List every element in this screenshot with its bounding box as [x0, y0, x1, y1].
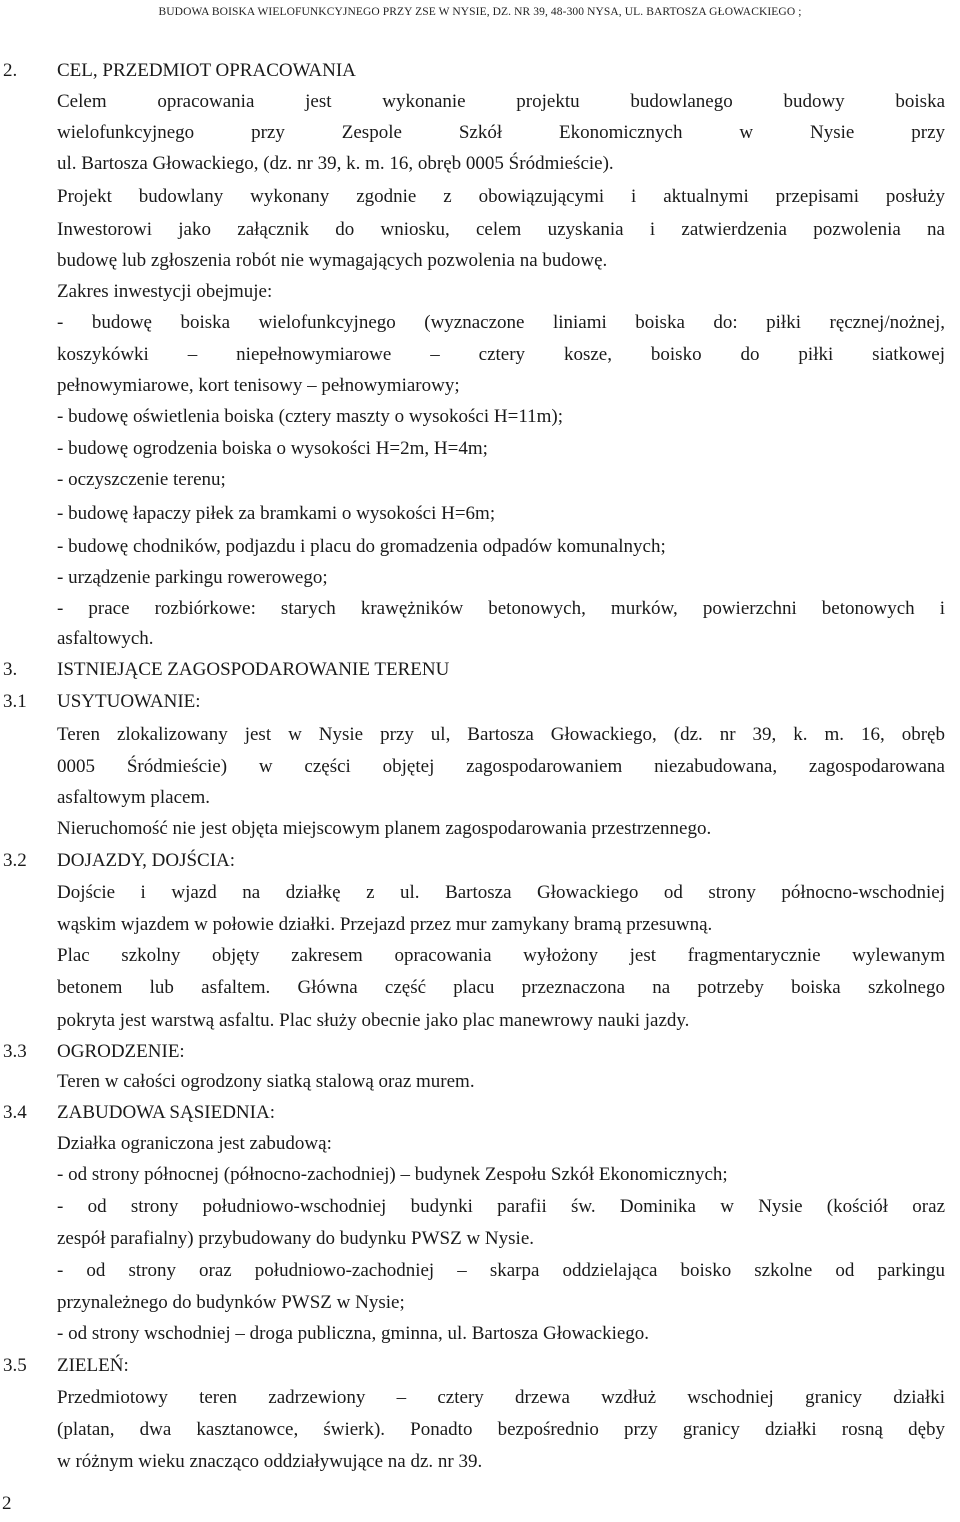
section-title: OGRODZENIE:	[57, 1041, 185, 1062]
section-number: 3.3	[3, 1041, 27, 1062]
list-item: - od strony wschodniej – droga publiczna, gminna, ul. Bartosza Głowackiego.	[57, 1323, 650, 1344]
text-line: Przedmiotowy teren zadrzewiony – cztery drzewa wzdłuż wschodniej granicy działki	[57, 1387, 945, 1408]
section-title: CEL, PRZEDMIOT OPRACOWANIA	[57, 60, 356, 81]
section-number: 3.	[3, 659, 18, 680]
page-number: 2	[2, 1493, 12, 1514]
list-item: - budowę oświetlenia boiska (cztery maszty o wysokości H=11m);	[57, 406, 564, 427]
list-item: - budowę boiska wielofunkcyjnego (wyznaczone liniami boiska do: piłki ręcznej/nożnej,	[57, 312, 945, 333]
text-line: pełnowymiarowe, kort tenisowy – pełnowymiarowy;	[57, 375, 460, 396]
list-item: - urządzenie parkingu rowerowego;	[57, 567, 328, 588]
list-item: - budowę łapaczy piłek za bramkami o wysokości H=6m;	[57, 503, 496, 524]
list-item: - budowę ogrodzenia boiska o wysokości H=2m, H=4m;	[57, 438, 488, 459]
text-line: zespół parafialny) przybudowany do budynku PWSZ w Nysie.	[57, 1228, 535, 1249]
text-line: Celem opracowania jest wykonanie projektu budowlanego budowy boiska	[57, 91, 945, 112]
section-title: ZABUDOWA SĄSIEDNIA:	[57, 1102, 275, 1123]
section-title: ISTNIEJĄCE ZAGOSPODAROWANIE TERENU	[57, 659, 450, 680]
text-line: Zakres inwestycji obejmuje:	[57, 281, 273, 302]
text-line: wielofunkcyjnego przy Zespole Szkół Ekonomicznych w Nysie przy	[57, 122, 945, 143]
text-line: Teren zlokalizowany jest w Nysie przy ul, Bartosza Głowackiego, (dz. nr 39, k. m. 16, obręb	[57, 724, 945, 745]
text-line: Działka ograniczona jest zabudową:	[57, 1133, 332, 1154]
text-line: (platan, dwa kasztanowce, świerk). Ponadto bezpośrednio przy granicy działki rosną dęby	[57, 1419, 945, 1440]
text-line: koszykówki – niepełnowymiarowe – cztery kosze, boisko do piłki siatkowej	[57, 344, 945, 365]
text-line: Inwestorowi jako załącznik do wniosku, celem uzyskania i zatwierdzenia pozwolenia na	[57, 219, 945, 240]
text-line: ul. Bartosza Głowackiego, (dz. nr 39, k. m. 16, obręb 0005 Śródmieście).	[57, 153, 614, 174]
text-line: asfaltowych.	[57, 628, 154, 649]
section-number: 3.4	[3, 1102, 27, 1123]
text-line: asfaltowym placem.	[57, 787, 211, 808]
text-line: Teren w całości ogrodzony siatką stalową oraz murem.	[57, 1071, 475, 1092]
text-line: Projekt budowlany wykonany zgodnie z obowiązującymi i aktualnymi przepisami posłuży	[57, 186, 945, 207]
section-title: USYTUOWANIE:	[57, 691, 201, 712]
text-line: 0005 Śródmieście) w części objętej zagospodarowaniem niezabudowana, zagospodarowana	[57, 756, 945, 777]
list-item: - prace rozbiórkowe: starych krawężników betonowych, murków, powierzchni betonowych i	[57, 598, 945, 619]
text-line: Plac szkolny objęty zakresem opracowania wyłożony jest fragmentarycznie wylewanym	[57, 945, 945, 966]
section-number: 3.2	[3, 850, 27, 871]
list-item: - od strony oraz południowo-zachodniej – skarpa oddzielająca boisko szkolne od parkingu	[57, 1260, 945, 1281]
section-title: ZIELEŃ:	[57, 1355, 129, 1376]
text-line: betonem lub asfaltem. Główna część placu przeznaczona na potrzeby boiska szkolnego	[57, 977, 945, 998]
text-line: Nieruchomość nie jest objęta miejscowym planem zagospodarowania przestrzennego.	[57, 818, 712, 839]
list-item: - od strony północnej (północno-zachodniej) – budynek Zespołu Szkół Ekonomicznych;	[57, 1164, 728, 1185]
text-line: budowę lub zgłoszenia robót nie wymagających pozwolenia na budowę.	[57, 250, 608, 271]
list-item: - oczyszczenie terenu;	[57, 469, 226, 490]
list-item: - od strony południowo-wschodniej budynki parafii św. Dominika w Nysie (kościół oraz	[57, 1196, 945, 1217]
page-header: BUDOWA BOISKA WIELOFUNKCYJNEGO PRZY ZSE W NYSIE, DZ. NR 39, 48-300 NYSA, UL. BARTOSZA GŁOWACKIEGO ;	[158, 6, 802, 18]
section-number: 3.1	[3, 691, 27, 712]
list-item: - budowę chodników, podjazdu i placu do gromadzenia odpadów komunalnych;	[57, 536, 666, 557]
text-line: wąskim wjazdem w połowie działki. Przejazd przez mur zamykany bramą przesuwną.	[57, 914, 713, 935]
section-number: 2.	[3, 60, 18, 81]
text-line: Dojście i wjazd na działkę z ul. Bartosza Głowackiego od strony północno-wschodniej	[57, 882, 945, 903]
section-number: 3.5	[3, 1355, 27, 1376]
section-title: DOJAZDY, DOJŚCIA:	[57, 850, 236, 871]
text-line: przynależnego do budynków PWSZ w Nysie;	[57, 1292, 405, 1313]
text-line: w różnym wieku znacząco oddziaływujące na dz. nr 39.	[57, 1451, 483, 1472]
text-line: pokryta jest warstwą asfaltu. Plac służy obecnie jako plac manewrowy nauki jazdy.	[57, 1010, 690, 1031]
